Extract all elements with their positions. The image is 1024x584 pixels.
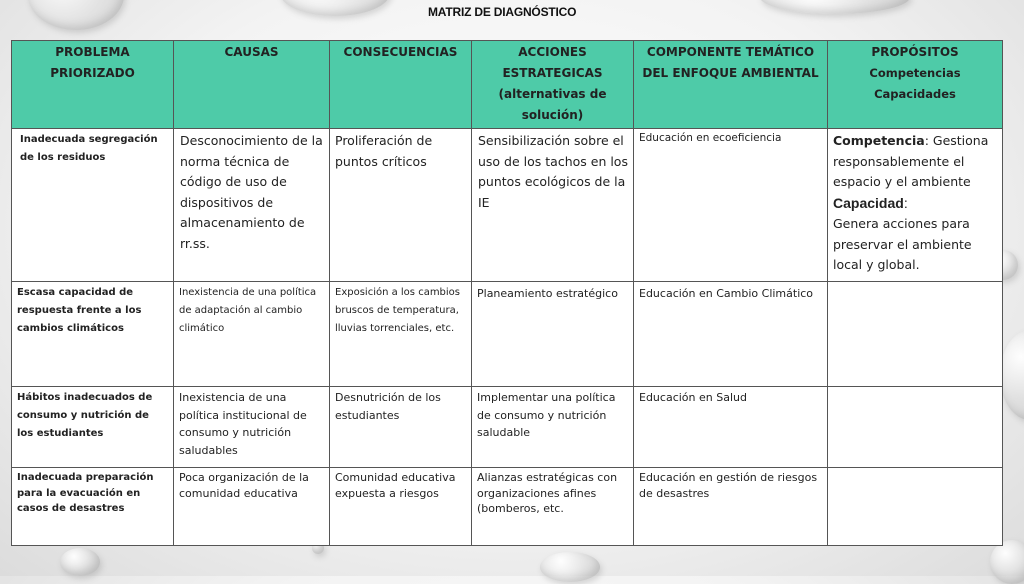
cell-problema: Hábitos inadecuados de consumo y nutrición de los estudiantes <box>12 387 174 468</box>
table-header-row <box>12 41 1003 129</box>
header-propositos-line: PROPÓSITOS <box>871 45 959 59</box>
cell-causas: Poca organización de la comunidad educativa <box>174 468 330 546</box>
competencia-text: : Gestiona responsablemente el espacio y el ambiente <box>833 133 989 189</box>
cell-consecuencias: Comunidad educativa expuesta a riesgos <box>330 468 472 546</box>
water-drop-decoration <box>990 540 1024 584</box>
header-acciones-line: (alternativas de <box>498 87 607 101</box>
header-acciones <box>472 41 634 129</box>
capacidad-text: Genera acciones para preservar el ambiente local y global. <box>833 216 972 272</box>
header-causas <box>174 41 330 129</box>
header-problema-line: PROBLEMA <box>55 45 130 59</box>
cell-componente: Educación en Cambio Climático <box>634 282 828 387</box>
header-componente <box>634 41 828 129</box>
cell-acciones: Implementar una política de consumo y nutrición saludable <box>472 387 634 468</box>
header-propositos <box>828 41 1003 129</box>
header-problema <box>12 41 174 129</box>
cell-problema: Inadecuada preparación para la evacuación en casos de desastres <box>12 468 174 546</box>
water-drop-decoration <box>760 0 910 14</box>
header-propositos-line: Capacidades <box>874 87 956 101</box>
cell-propositos <box>828 282 1003 387</box>
page-title: MATRIZ DE DIAGNÓSTICO <box>428 5 577 19</box>
cell-consecuencias: Exposición a los cambios bruscos de temperatura, lluvias torrenciales, etc. <box>330 282 472 387</box>
water-drop-decoration <box>540 552 600 582</box>
header-propositos-line: Competencias <box>869 66 961 80</box>
water-drop-decoration <box>60 548 100 576</box>
header-acciones-line: solución) <box>521 108 584 122</box>
table-row <box>12 468 1003 546</box>
cell-problema: Inadecuada segregación de los residuos <box>12 129 174 282</box>
header-componente-line: COMPONENTE TEMÁTICO <box>646 45 815 59</box>
cell-causas: Inexistencia de una política institucional de consumo y nutrición saludables <box>174 387 330 468</box>
cell-propositos <box>828 129 1003 282</box>
header-componente-line: DEL ENFOQUE AMBIENTAL <box>642 66 819 80</box>
cell-propositos <box>828 468 1003 546</box>
cell-acciones: Sensibilización sobre el uso de los tachos en los puntos ecológicos de la IE <box>472 129 634 282</box>
cell-componente: Educación en ecoeficiencia <box>634 129 828 282</box>
cell-problema: Escasa capacidad de respuesta frente a los cambios climáticos <box>12 282 174 387</box>
capacidad-label: Capacidad <box>833 194 904 211</box>
cell-componente: Educación en Salud <box>634 387 828 468</box>
header-causas-label: CAUSAS <box>224 45 279 59</box>
cell-componente: Educación en gestión de riesgos de desastres <box>634 468 828 546</box>
cell-acciones: Alianzas estratégicas con organizaciones afines (bomberos, etc. <box>472 468 634 546</box>
cell-acciones: Planeamiento estratégico <box>472 282 634 387</box>
capacidad-colon: : <box>903 194 908 211</box>
header-acciones-line: ESTRATEGICAS <box>502 66 603 80</box>
table-row <box>12 282 1003 387</box>
water-drop-decoration <box>28 0 124 30</box>
header-acciones-line: ACCIONES <box>518 45 587 59</box>
header-problema-line: PRIORIZADO <box>50 66 135 80</box>
header-consecuencias <box>330 41 472 129</box>
cell-consecuencias: Desnutrición de los estudiantes <box>330 387 472 468</box>
diagnostic-matrix-table <box>11 40 1003 546</box>
table-row <box>12 129 1003 282</box>
cell-causas: Desconocimiento de la norma técnica de código de uso de dispositivos de almacenamiento de rr.ss. <box>174 129 330 282</box>
cell-consecuencias: Proliferación de puntos críticos <box>330 129 472 282</box>
competencia-label: Competencia <box>833 133 925 148</box>
cell-causas: Inexistencia de una política de adaptación al cambio climático <box>174 282 330 387</box>
cell-propositos <box>828 387 1003 468</box>
water-drop-decoration <box>1000 330 1024 420</box>
water-drop-decoration <box>280 0 390 16</box>
header-consecuencias-label: CONSECUENCIAS <box>343 45 458 59</box>
table-row <box>12 387 1003 468</box>
